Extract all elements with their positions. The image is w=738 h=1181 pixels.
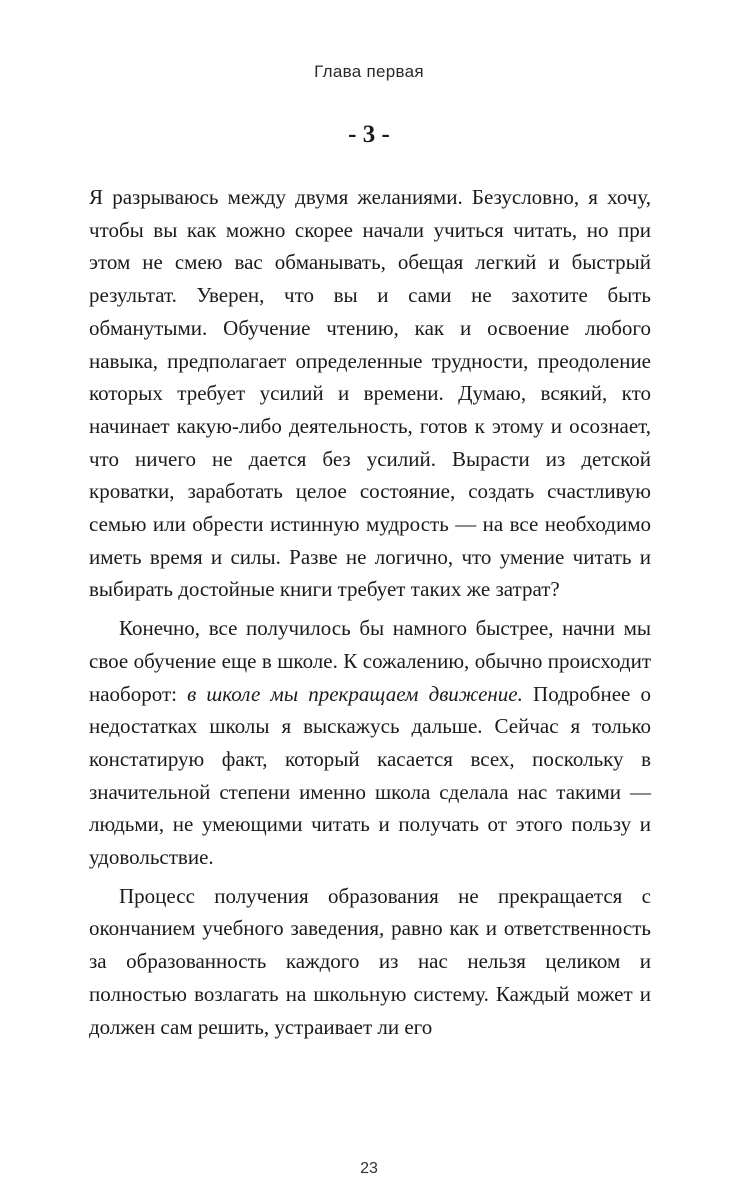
paragraph-2 [89,612,651,874]
paragraph-1: Я разрываюсь между двумя желаниями. Безусловно, я хочу, чтобы вы как можно скорее начали учиться читать, но при этом не смею вас обманывать, обещая легкий и быстрый результат. Уверен, что вы и сами не захотите быть обманутыми. Обучение чтению, как и освоение любого навыка, предполагает определенные трудности, преодоление которых требует усилий и времени. Думаю, всякий, кто начинает какую-либо деятельность, готов к этому и осознает, что ничего не дается без усилий. Вырасти из детской кроватки, заработать целое состояние, создать счастливую семью или обрести истинную мудрость — на все необходимо иметь время и силы. Разве не логично, что умение читать и выбирать достойные книги требует таких же затрат? [89,185,651,602]
body-text [89,181,651,1043]
paragraph-2-text-after: Подробнее о недостатках школы я выскажусь дальше. Сейчас я только констатирую факт, который касается всех, поскольку в значительной степени именно школа сделала нас такими — людьми, не умеющими читать и получать от этого пользу и удовольствие. [89,681,651,870]
paragraph-2-text-before: Конечно, все получилось бы намного быстрее, начни мы свое обучение еще в школе. К сожалению, обычно происходит наоборот: [89,616,651,706]
paragraph-3: Процесс получения образования не прекращается с окончанием учебного заведения, равно как и ответственность за образованность каждого из нас нельзя целиком и полностью возлагать на школьную систему. Каждый может и должен сам решить, устраивает ли его [89,883,651,1039]
section-number: - 3 - [348,121,390,148]
page-number: 23 [360,1160,378,1177]
running-head: Глава первая [314,62,424,81]
paragraph-2-emphasis: в школе мы прекращаем движение. [187,681,523,706]
